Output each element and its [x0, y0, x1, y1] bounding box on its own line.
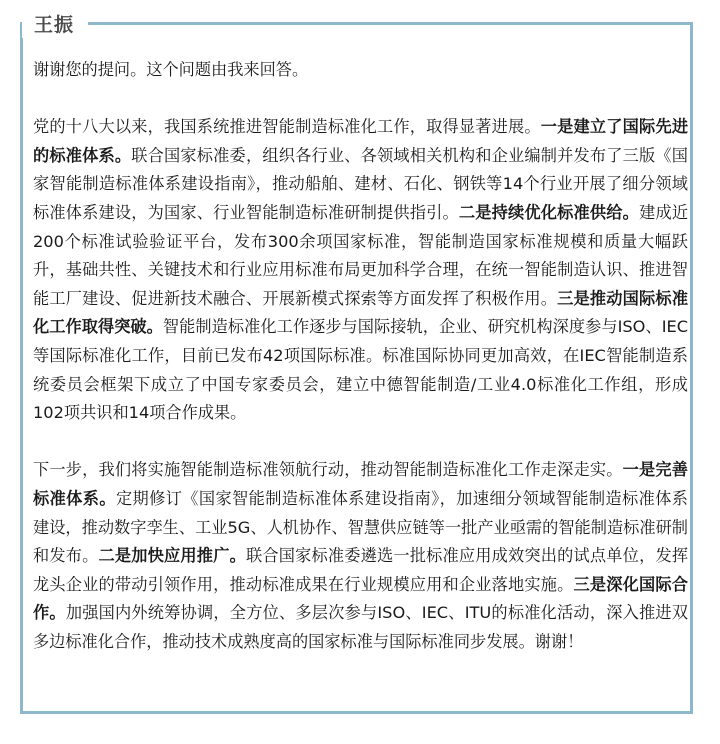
- paragraph-next-steps: [33, 456, 688, 656]
- text-run: 定期修订《国家智能制造标准体系建设指南》，加速细分领域智能制造标准体系建设，推动数字孪生、工业5G、人机协作、智慧供应链等一批产业亟需的智能制造标准研制和发布。: [33, 488, 688, 566]
- highlight-point-3: 三是推动国际标准化工作取得突破。: [33, 288, 689, 337]
- highlight-step-3: 三是深化国际合作。: [33, 574, 688, 623]
- text-run: 建成近200个标准试验验证平台，发布300余项国家标准，智能制造国家标准规模和质量大幅跃升，基础共性、关键技术和行业应用标准布局更加科学合理，在统一智能制造认识、推进智能工厂建设、促进新技术融合、开展新模式探索等方面发挥了积极作用。: [33, 202, 689, 308]
- text-run: 谢谢您的提问。这个问题由我来回答。: [33, 60, 309, 79]
- answer-body: [33, 56, 688, 656]
- speaker-name: 王振: [22, 12, 88, 38]
- paragraph-progress: [33, 113, 688, 428]
- text-run: 加强国内外统筹协调，全方位、多层次参与ISO、IEC、ITU的标准化活动，深入推进双多边标准化合作，推动技术成熟度高的国家标准与国际标准同步发展。谢谢！: [33, 603, 689, 651]
- text-run: 联合国家标准委，组织各行业、各领域相关机构和企业编制并发布了三版《国家智能制造标准体系建设指南》，推动船舶、建材、石化、钢铁等14个行业开展了细分领域标准体系建设，为国家、行业智能制造标准研制提供指引。: [33, 145, 688, 222]
- text-run: 联合国家标准委遴选一批标准应用成效突出的试点单位，发挥龙头企业的带动引领作用，推动标准成果在行业规模应用和企业落地实施。: [33, 546, 689, 594]
- highlight-point-2: 二是持续优化标准供给。: [458, 202, 640, 222]
- highlight-step-2: 二是加快应用推广。: [98, 546, 246, 566]
- text-run: 党的十八大以来，我国系统推进智能制造标准化工作，取得显著进展。: [33, 117, 541, 137]
- text-run: 下一步，我们将实施智能制造标准领航行动，推动智能制造标准化工作走深走实。: [33, 460, 623, 480]
- paragraph-intro: [33, 56, 688, 85]
- text-run: 智能制造标准化工作逐步与国际接轨，企业、研究机构深度参与ISO、IEC等国际标准化工作，目前已发布42项国际标准。标准国际协同更加高效，在IEC智能制造系统委员会框架下成立了中国专家委员会，建立中德智能制造/工业4.0标准化工作组，形成102项共识和14项合作成果。: [33, 317, 689, 423]
- highlight-step-1: 一是完善标准体系。: [33, 460, 688, 508]
- highlight-point-1: 一是建立了国际先进的标准体系。: [33, 117, 689, 165]
